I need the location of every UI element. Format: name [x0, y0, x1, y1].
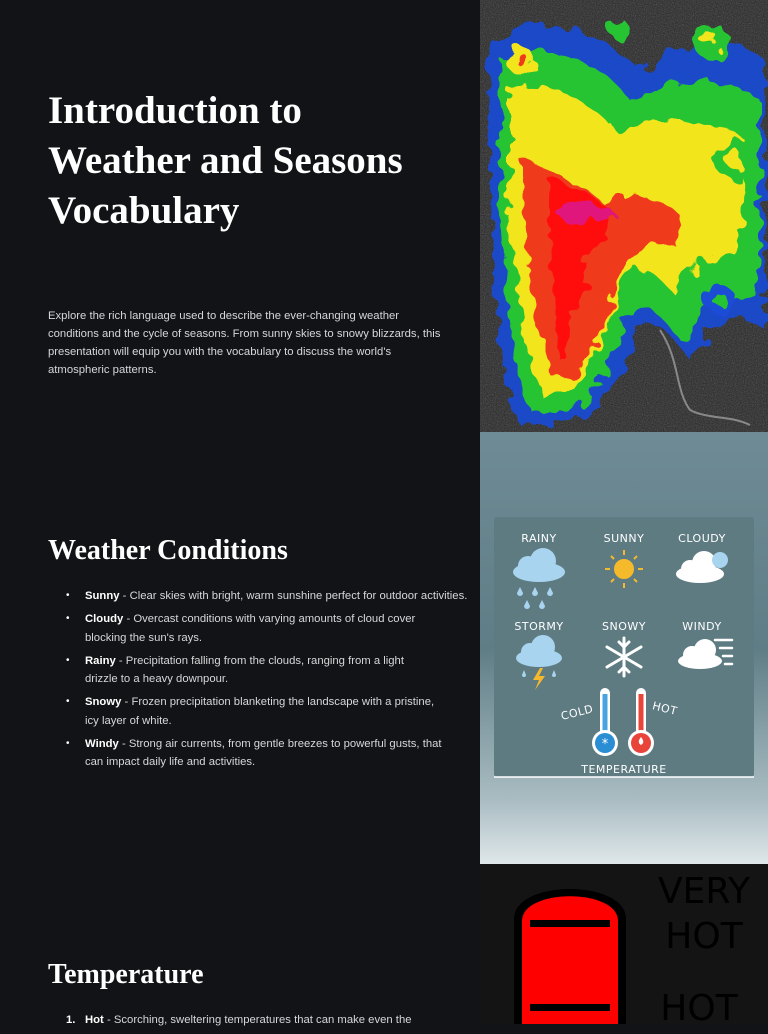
weather-conditions-text	[48, 534, 468, 776]
list-item	[48, 587, 468, 606]
cloudy-label: CLOUDY	[678, 532, 726, 545]
term: Snowy	[85, 696, 122, 708]
conditions-list	[48, 587, 468, 772]
temperature-label: TEMPERATURE	[581, 763, 667, 776]
definition: drizzle to a heavy downpour.	[85, 673, 229, 685]
term: Rainy	[85, 654, 116, 667]
title-line: Vocabulary	[48, 189, 240, 232]
term: Sunny	[85, 590, 120, 602]
definition: - Strong air currents, from gentle breezes to powerful gusts, that	[121, 737, 442, 750]
section-heading: Weather Conditions	[48, 535, 288, 566]
section-heading: Temperature	[48, 959, 204, 990]
definition: - Clear skies with bright, warm sunshine perfect for outdoor activities.	[122, 590, 468, 602]
list-item	[48, 610, 468, 647]
definition: - Scorching, sweltering temperatures that can make even the	[106, 1014, 412, 1026]
very-text: VERY	[657, 871, 751, 912]
svg-text:*: *	[601, 737, 609, 752]
thermometer-image	[480, 864, 768, 1024]
definition: can impact daily life and activities.	[85, 756, 256, 768]
description-line: Explore the rich language used to describe the ever-changing weather	[48, 310, 400, 322]
term: Windy	[85, 737, 119, 750]
intro-text	[48, 86, 458, 379]
weather-radar-image	[480, 0, 768, 432]
page-title	[48, 86, 458, 236]
intro-description	[48, 307, 458, 379]
list-item	[48, 652, 468, 689]
snowy-label: SNOWY	[602, 620, 646, 633]
weather-conditions-slide	[0, 432, 768, 864]
temperature-list	[48, 1011, 458, 1030]
description-line: atmospheric patterns.	[48, 364, 157, 376]
hot-label: HOT	[651, 699, 679, 718]
definition: blocking the sun's rays.	[85, 631, 203, 644]
stormy-label: STORMY	[514, 620, 564, 633]
definition: - Overcast conditions with varying amounts of cloud cover	[126, 613, 416, 625]
title-line: Introduction to	[48, 89, 302, 132]
list-item	[48, 735, 468, 772]
weather-infographic-image	[480, 432, 768, 864]
hot-text: HOT	[665, 916, 743, 957]
list-item	[48, 693, 468, 730]
definition: icy layer of white.	[85, 714, 172, 727]
term: Hot	[85, 1014, 104, 1026]
definition: - Precipitation falling from the clouds, ranging from a light	[118, 654, 404, 667]
windy-label: WINDY	[682, 620, 722, 633]
rainy-label: RAINY	[521, 532, 557, 545]
cold-label: COLD	[559, 702, 595, 723]
description-line: conditions and the cycle of seasons. From sunny skies to snowy blizzards, this	[48, 328, 441, 340]
sunny-label: SUNNY	[603, 532, 645, 545]
description-line: presentation will equip you with the vocabulary to discuss the world's	[48, 346, 392, 358]
definition: - Frozen precipitation blanketing the landscape with a pristine,	[124, 696, 435, 708]
hot-text: HOT	[660, 988, 738, 1024]
title-line: Weather and Seasons	[48, 139, 403, 182]
term: Cloudy	[85, 613, 124, 625]
temperature-slide	[0, 864, 768, 1024]
list-item	[48, 1011, 458, 1030]
temperature-text	[48, 958, 458, 1034]
item-number: 1.	[66, 1014, 76, 1026]
intro-slide	[0, 0, 768, 432]
